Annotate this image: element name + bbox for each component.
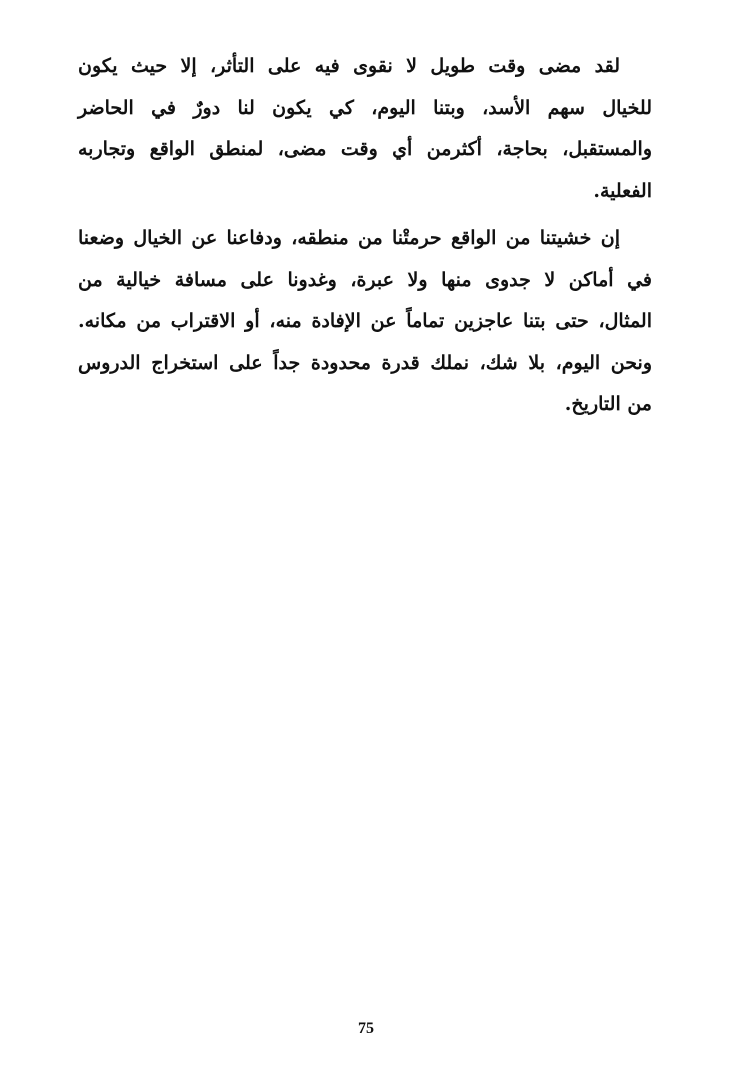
paragraph-1 bbox=[78, 46, 652, 212]
paragraph-2-line-3: المثال، حتى بتنا عاجزين تماماً عن الإفادة منه، أو الاقتراب من مكانه. bbox=[78, 310, 652, 332]
paragraph-2-line-5: من التاريخ. bbox=[564, 393, 652, 415]
paragraph-2-line-1: إن خشيتنا من الواقع حرمتْنا من منطقه، ودفاعنا عن الخيال وضعنا bbox=[78, 227, 620, 249]
paragraph-1-line-2: للخيال سهم الأسد، وبتنا اليوم، كي يكون لنا دورٌ في الحاضر bbox=[78, 96, 652, 119]
paragraph-1-line-1: لقد مضى وقت طويل لا نقوى فيه على التأثر، إلا حيث يكون bbox=[78, 55, 620, 77]
paragraph-2-line-4: ونحن اليوم، بلا شك، نملك قدرة محدودة جداً على استخراج الدروس bbox=[78, 351, 652, 374]
paragraph-2-line-2: في أماكن لا جدوى منها ولا عبرة، وغدونا على مسافة خيالية من bbox=[78, 268, 652, 291]
page-number: 75 bbox=[358, 1020, 374, 1037]
paragraph-1-line-3: والمستقبل، بحاجة، أكثرمن أي وقت مضى، لمنطق الواقع وتجاربه bbox=[78, 138, 652, 160]
paragraph-1-line-4: الفعلية. bbox=[593, 179, 652, 202]
paragraph-2 bbox=[78, 218, 652, 426]
